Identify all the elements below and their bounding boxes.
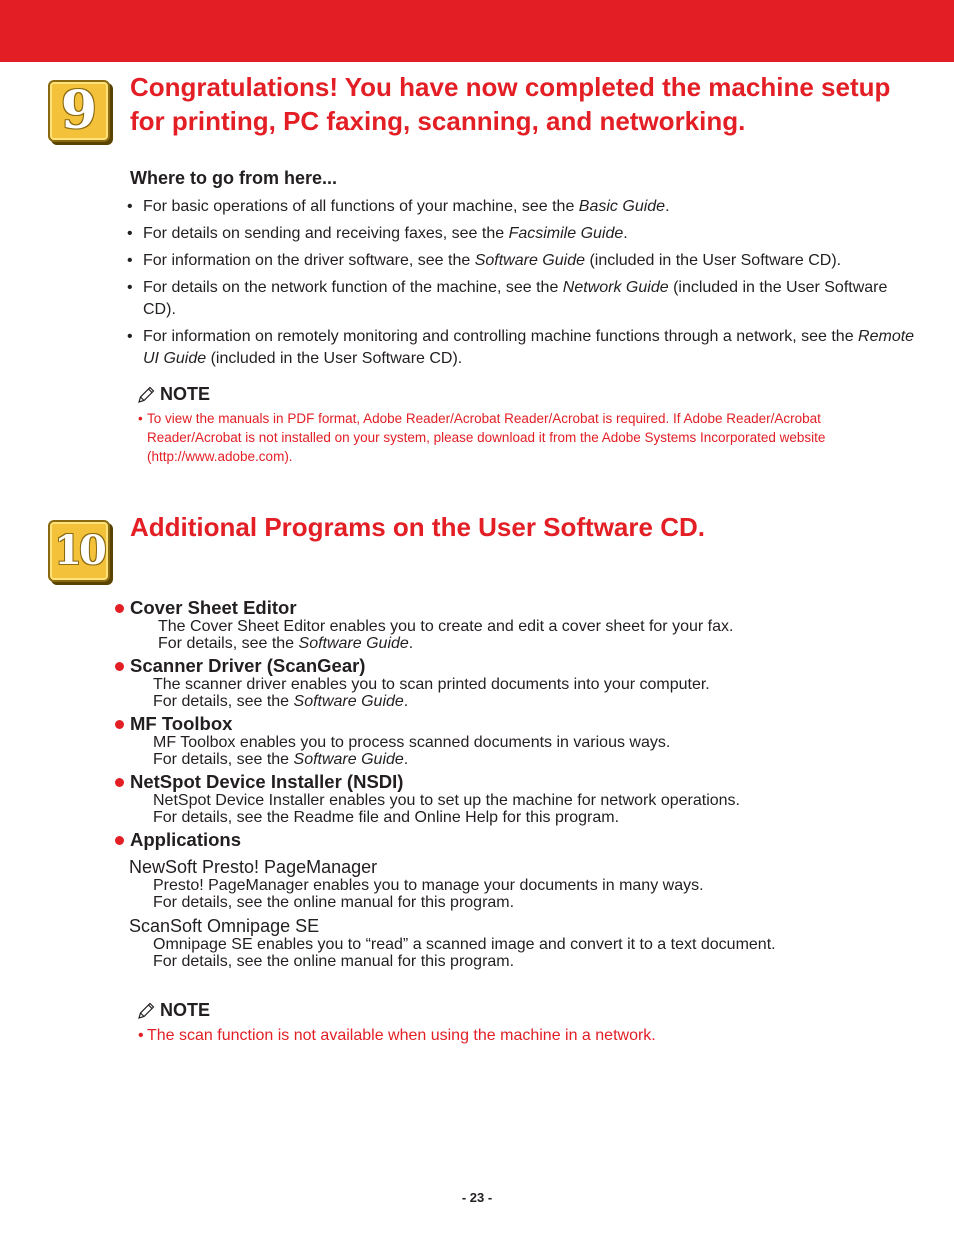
guide-list xyxy=(127,196,917,375)
list-item: • For information on remotely monitoring and controlling machine functions through a network, see the Remote UI Guide (included in the User Software CD). xyxy=(127,328,915,367)
bullet-dot xyxy=(115,662,124,671)
section-9-title xyxy=(130,70,890,138)
list-item: • For information on the driver software, see the Software Guide (included in the User Software CD). xyxy=(127,252,842,269)
program-cover-sheet-editor: Cover Sheet Editor The Cover Sheet Editor enables you to create and edit a cover sheet for your fax. For details, see the Software Guide. xyxy=(115,598,935,652)
list-item: • For details on sending and receiving faxes, see the Facsimile Guide. xyxy=(127,225,628,242)
bullet-dot xyxy=(115,778,124,787)
pencil-icon xyxy=(136,385,156,405)
bullet-dot xyxy=(115,720,124,729)
section-10-title: Additional Programs on the User Software CD. xyxy=(130,512,705,542)
app-title: ScanSoft Omnipage SE xyxy=(129,916,320,936)
title-line-2: for printing, PC faxing, scanning, and networking. xyxy=(130,106,746,136)
step-9-badge xyxy=(48,80,110,142)
note-text-1: • To view the manuals in PDF format, Adobe Reader/Acrobat Reader/Acrobat is required. If Adobe Reader/Acrobat Reader/Acrobat is not installed on your system, please download it from the Adobe Systems Incorporated website (http://www.adobe.com). xyxy=(138,411,826,464)
note-text-2: • The scan function is not available when using the machine in a network. xyxy=(138,1027,656,1044)
program-applications: Applications NewSoft Presto! PageManager Presto! PageManager enables you to manage your documents in many ways. For details, see the online manual for this program. ScanSoft Omnipage SE Omnipage SE enables you to “read” a scanned image and convert it to a text document. For details, see the online manual for this program. xyxy=(115,830,935,970)
app-title: NewSoft Presto! PageManager xyxy=(129,857,378,877)
bullet-dot xyxy=(115,604,124,613)
program-netspot: NetSpot Device Installer (NSDI) NetSpot Device Installer enables you to set up the machine for network operations. For details, see the Readme file and Online Help for this program. xyxy=(115,772,935,826)
pencil-icon xyxy=(136,1001,156,1021)
step-number: 10 xyxy=(54,527,104,574)
header-bar xyxy=(0,0,954,62)
step-10-badge xyxy=(48,520,110,582)
where-to-go-heading: Where to go from here... xyxy=(130,168,338,188)
note-heading-2: NOTE xyxy=(136,1000,210,1021)
note-heading-1: NOTE xyxy=(136,384,210,405)
title-line-1: Congratulations! You have now completed the machine setup xyxy=(130,72,891,102)
list-item: • For details on the network function of the machine, see the Network Guide (included in the User Software CD). xyxy=(127,279,888,318)
program-mf-toolbox: MF Toolbox MF Toolbox enables you to process scanned documents in various ways. For details, see the Software Guide. xyxy=(115,714,935,768)
program-scanner-driver: Scanner Driver (ScanGear) The scanner driver enables you to scan printed documents into your computer. For details, see the Software Guide. xyxy=(115,656,935,710)
list-item: • For basic operations of all functions of your machine, see the Basic Guide. xyxy=(127,198,670,215)
page-number: - 23 - xyxy=(461,1190,493,1205)
step-number: 9 xyxy=(60,80,98,141)
bullet-dot xyxy=(115,836,124,845)
